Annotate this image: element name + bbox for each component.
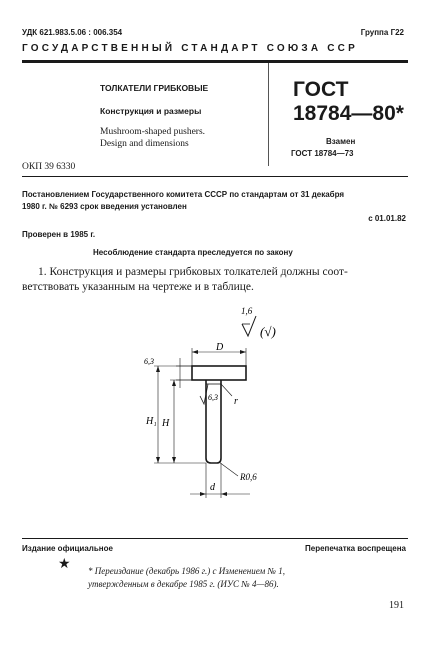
- dim-H-label: H: [162, 418, 170, 429]
- subtitle-ru: Конструкция и размеры: [100, 106, 202, 116]
- roughness-main-value: 1,6: [241, 306, 253, 316]
- title-en: Mushroom-shaped pushers.: [100, 127, 206, 137]
- group-code: Группа Г22: [360, 28, 404, 37]
- header-rule: [22, 60, 408, 63]
- dim-d-label: d: [210, 482, 215, 493]
- pusher-head: [192, 366, 246, 380]
- replaces-label: Взамен: [326, 137, 356, 146]
- footnote-line-1: * Переиздание (декабрь 1986 г.) с Изменением № 1,: [88, 566, 285, 576]
- roughness-other-symbol: (√): [260, 324, 276, 339]
- replaces-standard: ГОСТ 18784—73: [291, 149, 354, 158]
- star-icon: ★: [58, 557, 71, 572]
- edition-label: Издание официальное: [22, 544, 113, 553]
- paragraph-line-1: 1. Конструкция и размеры грибковых толкателей должны соот-: [38, 266, 348, 278]
- checked-note: Проверен в 1985 г.: [22, 230, 96, 239]
- decree-line-1: Постановлением Государственного комитета СССР по стандартам от 31 декабря: [22, 190, 345, 199]
- dim-r-label: r: [234, 396, 238, 407]
- legal-notice: Несоблюдение стандарта преследуется по закону: [93, 248, 293, 257]
- gost-label: ГОСТ: [293, 78, 349, 101]
- udk-code: УДК 621.983.5.06 : 006.354: [22, 28, 123, 37]
- okp-rule: [22, 176, 408, 177]
- head-roughness-label: 6,3: [208, 393, 218, 402]
- decree-line-2: 1980 г. № 6293 срок введения установлен: [22, 202, 187, 211]
- dim-h1-label: 6,3: [144, 357, 154, 366]
- standard-banner: ГОСУДАРСТВЕННЫЙ СТАНДАРТ СОЮЗА ССР: [22, 43, 358, 54]
- roughness-main-symbol: [241, 306, 256, 336]
- paragraph-line-2: ветствовать указанным на чертеже и в таблице.: [22, 281, 254, 293]
- dim-H1-label: H₁: [146, 416, 157, 427]
- subtitle-en: Design and dimensions: [100, 139, 189, 149]
- pusher-drawing: [120, 300, 290, 510]
- gost-number: 18784—80*: [293, 102, 404, 125]
- okp-code: ОКП 39 6330: [22, 162, 76, 172]
- page-number: 191: [389, 600, 404, 611]
- dim-R-label: R0,6: [240, 472, 257, 482]
- title-ru: ТОЛКАТЕЛИ ГРИБКОВЫЕ: [100, 83, 209, 93]
- title-divider: [268, 63, 269, 166]
- reprint-notice: Перепечатка воспрещена: [305, 544, 406, 553]
- effective-date: с 01.01.82: [368, 214, 406, 223]
- footer-rule: [22, 538, 408, 539]
- dim-D-label: D: [216, 342, 224, 353]
- footnote-line-2: утвержденным в декабре 1985 г. (ИУС № 4—86).: [88, 579, 279, 589]
